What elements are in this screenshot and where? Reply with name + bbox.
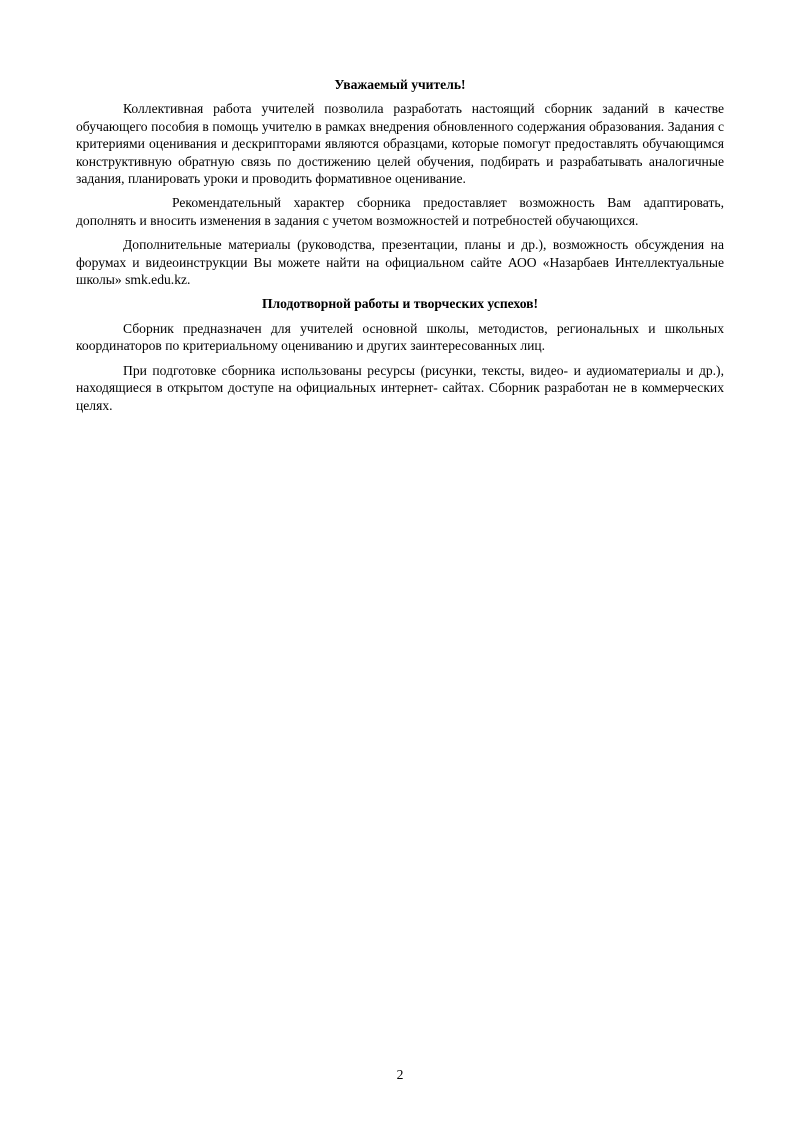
- page-number: 2: [396, 1067, 404, 1082]
- audience-paragraph: Сборник предназначен для учителей основной школы, методистов, региональных и школьных координаторов по критериальному оцениванию и других заинтересованных лиц.: [76, 320, 724, 354]
- resources-paragraph: При подготовке сборника использованы ресурсы (рисунки, тексты, видео- и аудиоматериалы и др.), находящиеся в открытом доступе на официальных интернет- сайтах. Сборник разработан не в коммерческих целях.: [76, 362, 724, 413]
- document-page: [76, 76, 724, 414]
- wish-heading: Плодотворной работы и творческих успехов!: [261, 296, 539, 312]
- additional-materials-paragraph: Дополнительные материалы (руководства, презентации, планы и др.), возможность обсуждения на форумах и видеоинструкции Вы можете найти на официальном сайте АОО «Назарбаев Интеллектуальные школы» smk.edu.kz.: [76, 237, 724, 288]
- recommendation-paragraph: Рекомендательный характер сборника предоставляет возможность Вам адаптировать, дополнять и вносить изменения в задания с учетом возможностей и потребностей обучающихся.: [76, 195, 724, 228]
- intro-paragraph: Коллективная работа учителей позволила разработать настоящий сборник заданий в качестве обучающего пособия в помощь учителю в рамках внедрения обновленного содержания образования. Задания с критериями оценивания и дескрипторами являются образцами, которые помогут предоставлять обучающимся конструктивную обратную связь по достижению целей обучения, подбирать и разрабатывать аналогичные задания, планировать уроки и проводить формативное оценивание.: [76, 101, 724, 187]
- greeting-heading: Уважаемый учитель!: [334, 77, 466, 92]
